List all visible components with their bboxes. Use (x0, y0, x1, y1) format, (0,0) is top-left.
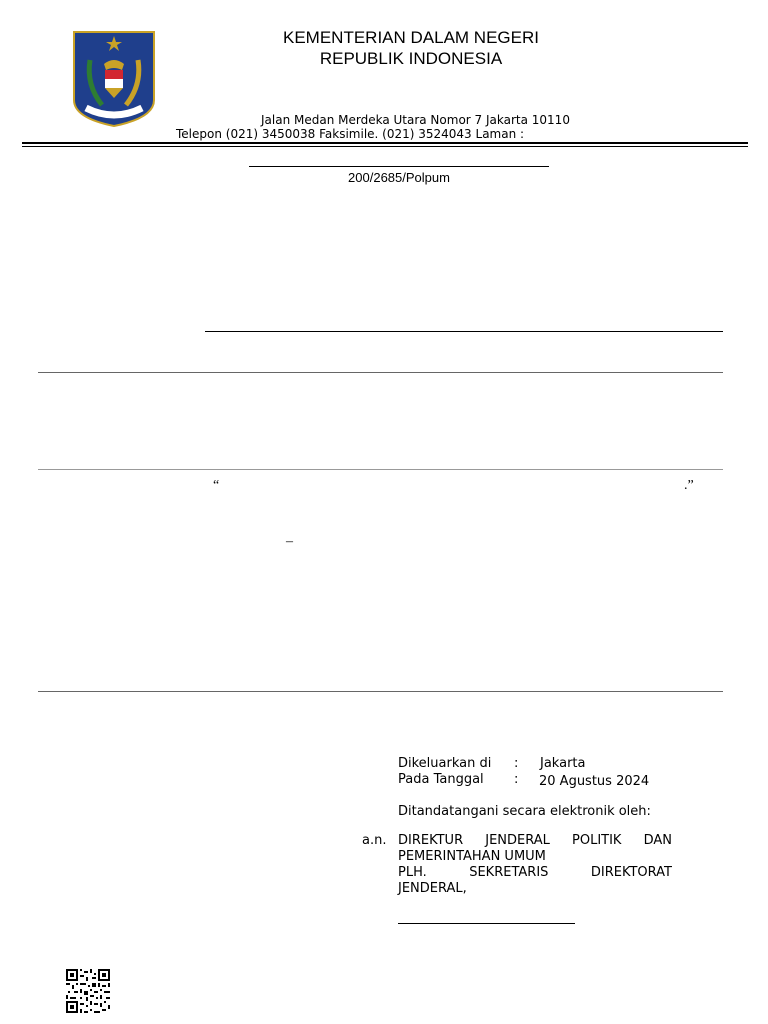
signatory-line-1 (398, 833, 672, 848)
quote-close: .” (684, 478, 694, 493)
body-rule-1 (205, 331, 723, 332)
letterhead-rule-thick (22, 142, 748, 144)
signatory-prefix: a.n. (362, 833, 387, 848)
issued-at-value: Jakarta (540, 756, 586, 771)
signed-note: Ditandatangani secara elektronik oleh: (398, 804, 651, 819)
letterhead-rule-thin (22, 146, 748, 147)
country-name: REPUBLIK INDONESIA (319, 49, 503, 68)
date-separator: : (514, 772, 519, 787)
signatory-line-4: JENDERAL, (398, 881, 467, 896)
date-value: 20 Agustus 2024 (539, 774, 650, 789)
signatory-line-3 (398, 865, 672, 880)
signatory-word: DIREKTORAT (590, 865, 672, 880)
office-contact: Telepon (021) 3450038 Faksimile. (021) 3524043 Laman : (176, 127, 525, 141)
signatory-word: POLITIK (572, 833, 622, 848)
signature-line (398, 923, 575, 924)
body-rule-2 (38, 372, 723, 373)
ministry-name: KEMENTERIAN DALAM NEGERI (283, 28, 539, 47)
title-underline (249, 166, 549, 167)
signatory-word: SEKRETARIS (469, 865, 549, 880)
signatory-word: JENDERAL (485, 833, 550, 848)
issued-at-label: Dikeluarkan di (398, 756, 492, 771)
body-rule-3 (38, 469, 723, 470)
body-rule-4 (38, 691, 723, 692)
quote-open: “ (213, 478, 220, 493)
office-address: Jalan Medan Merdeka Utara Nomor 7 Jakarta 10110 (261, 113, 570, 127)
date-label: Pada Tanggal (398, 772, 484, 787)
signatory-word: DIREKTUR (398, 833, 464, 848)
ministry-emblem (72, 30, 156, 128)
qr-code-icon (65, 968, 111, 1014)
issued-at-separator: : (514, 756, 519, 771)
signatory-line-2: PEMERINTAHAN UMUM (398, 849, 546, 864)
signatory-word: DAN (643, 833, 672, 848)
signatory-word: PLH. (398, 865, 427, 880)
letter-number: 200/2685/Polpum (348, 170, 450, 185)
emblem-icon (72, 30, 156, 128)
qr-code (65, 968, 111, 1014)
dash-mark: – (286, 534, 293, 549)
